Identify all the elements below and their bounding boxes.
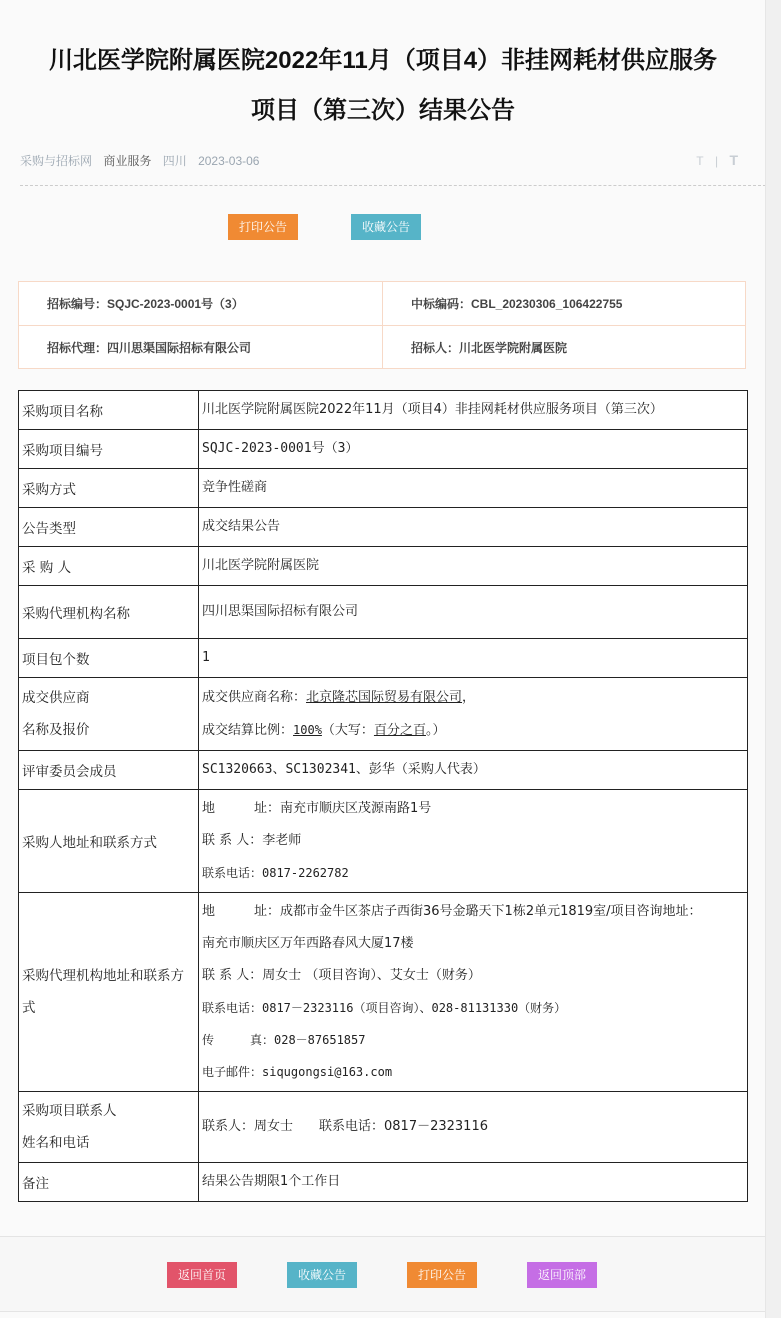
packages-value: 1 <box>199 639 748 678</box>
agency-contact-label: 采购代理机构地址和联系方式 <box>19 893 199 1092</box>
win-code: 中标编码：CBL_20230306_106422755 <box>411 297 623 311</box>
title-line-2: 项目（第三次）结果公告 <box>251 97 515 124</box>
bottom-action-bar <box>0 1236 766 1312</box>
back-to-top-button[interactable]: 返回顶部 <box>527 1262 597 1288</box>
project-contact-label <box>19 1092 199 1163</box>
supplier-label-line-1: 成交供应商 <box>22 690 90 706</box>
table-row <box>19 751 748 790</box>
project-name-value: 川北医学院附属医院2022年11月（项目4）非挂网耗材供应服务项目（第三次） <box>199 391 748 430</box>
committee-label: 评审委员会成员 <box>19 751 199 790</box>
table-row <box>19 1163 748 1202</box>
agency-phone: 联系电话：0817－2323116（项目咨询）、028-81131330（财务） <box>202 1001 567 1015</box>
agency-email: 电子邮件：siqugongsi@163.com <box>202 1065 393 1079</box>
table-row <box>19 639 748 678</box>
table-row <box>19 391 748 430</box>
buyer-phone: 联系电话：0817-2262782 <box>202 866 349 880</box>
agency-fax: 传 真：028－87651857 <box>202 1033 366 1047</box>
supplier-label-line-2: 名称及报价 <box>22 722 90 738</box>
project-number-label: 采购项目编号 <box>19 430 199 469</box>
packages-label: 项目包个数 <box>19 639 199 678</box>
scrollbar[interactable] <box>765 0 781 1318</box>
divider <box>20 185 766 186</box>
table-row <box>19 586 748 639</box>
collect-notice-button[interactable]: 收藏公告 <box>351 214 421 240</box>
agency-address-1: 地 址：成都市金牛区茶店子西街36号金璐天下1栋2单元1819室/项目咨询地址： <box>202 904 702 919</box>
committee-value: SC1320663、SC1302341、彭华（采购人代表） <box>199 751 748 790</box>
bid-buyer: 招标人：川北医学院附属医院 <box>411 341 568 355</box>
supplier-name-suffix: ， <box>462 689 476 705</box>
supplier-name-line <box>202 682 744 714</box>
supplier-label <box>19 678 199 751</box>
method-value: 竞争性磋商 <box>199 469 748 508</box>
buyer-contact-value <box>199 790 748 893</box>
supplier-value <box>199 678 748 751</box>
back-home-button[interactable]: 返回首页 <box>167 1262 237 1288</box>
font-large-button[interactable]: T <box>729 152 738 168</box>
project-contact-value: 联系人：周女士 联系电话：0817－2323116 <box>199 1092 748 1163</box>
settlement-ratio-line <box>202 714 744 747</box>
agency-value: 四川思渠国际招标有限公司 <box>199 586 748 639</box>
agency-person: 联 系 人：周女士 （项目咨询）、艾女士（财务） <box>202 968 481 983</box>
bottom-collect-button[interactable]: 收藏公告 <box>287 1262 357 1288</box>
meta-source-link[interactable]: 采购与招标网 <box>20 154 93 168</box>
table-row <box>19 508 748 547</box>
info-box <box>18 281 746 369</box>
buyer-label: 采 购 人 <box>19 547 199 586</box>
ratio-value: 100% <box>293 722 322 737</box>
ratio-caps: 百分之百 <box>373 722 426 738</box>
ratio-prefix: 成交结算比例： <box>202 722 294 738</box>
table-row <box>19 430 748 469</box>
font-size-switch <box>696 152 738 168</box>
ratio-suffix: 。） <box>425 722 446 738</box>
table-row <box>19 469 748 508</box>
print-notice-button[interactable]: 打印公告 <box>228 214 298 240</box>
supplier-name: 北京隆芯国际贸易有限公司 <box>306 689 463 705</box>
result-table <box>18 390 748 1202</box>
bid-number: 招标编号：SQJC-2023-0001号（3） <box>47 297 244 311</box>
meta-bar <box>20 152 746 170</box>
project-contact-label-line-1: 采购项目联系人 <box>22 1103 117 1119</box>
agency-label: 采购代理机构名称 <box>19 586 199 639</box>
table-row <box>19 547 748 586</box>
font-small-button[interactable]: T <box>696 154 704 168</box>
project-contact-label-line-2: 姓名和电话 <box>22 1135 90 1151</box>
notice-type-value: 成交结果公告 <box>199 508 748 547</box>
title-line-1: 川北医学院附属医院2022年11月（项目4）非挂网耗材供应服务 <box>48 47 718 74</box>
bottom-print-button[interactable]: 打印公告 <box>407 1262 477 1288</box>
table-row <box>19 893 748 1092</box>
meta-region: 四川 <box>162 154 187 168</box>
remark-value: 结果公告期限1个工作日 <box>199 1163 748 1202</box>
font-separator: | <box>714 154 719 168</box>
buyer-contact-label: 采购人地址和联系方式 <box>19 790 199 893</box>
meta-date: 2023-03-06 <box>198 154 260 168</box>
buyer-value: 川北医学院附属医院 <box>199 547 748 586</box>
meta-category: 商业服务 <box>103 154 152 168</box>
page-title <box>20 36 746 136</box>
notice-type-label: 公告类型 <box>19 508 199 547</box>
agency-address-2: 南充市顺庆区万年西路春风大厦17楼 <box>202 936 414 951</box>
table-row <box>19 1092 748 1163</box>
method-label: 采购方式 <box>19 469 199 508</box>
table-row <box>19 790 748 893</box>
table-row <box>19 678 748 751</box>
remark-label: 备注 <box>19 1163 199 1202</box>
project-name-label: 采购项目名称 <box>19 391 199 430</box>
supplier-name-prefix: 成交供应商名称： <box>202 689 307 705</box>
agency-contact-value <box>199 893 748 1092</box>
ratio-mid: （大写： <box>321 722 374 738</box>
project-number-value: SQJC-2023-0001号（3） <box>199 430 748 469</box>
bid-agent: 招标代理：四川思渠国际招标有限公司 <box>47 341 252 355</box>
buyer-address: 地 址：南充市顺庆区茂源南路1号 <box>202 801 432 816</box>
buyer-person: 联 系 人：李老师 <box>202 833 302 848</box>
